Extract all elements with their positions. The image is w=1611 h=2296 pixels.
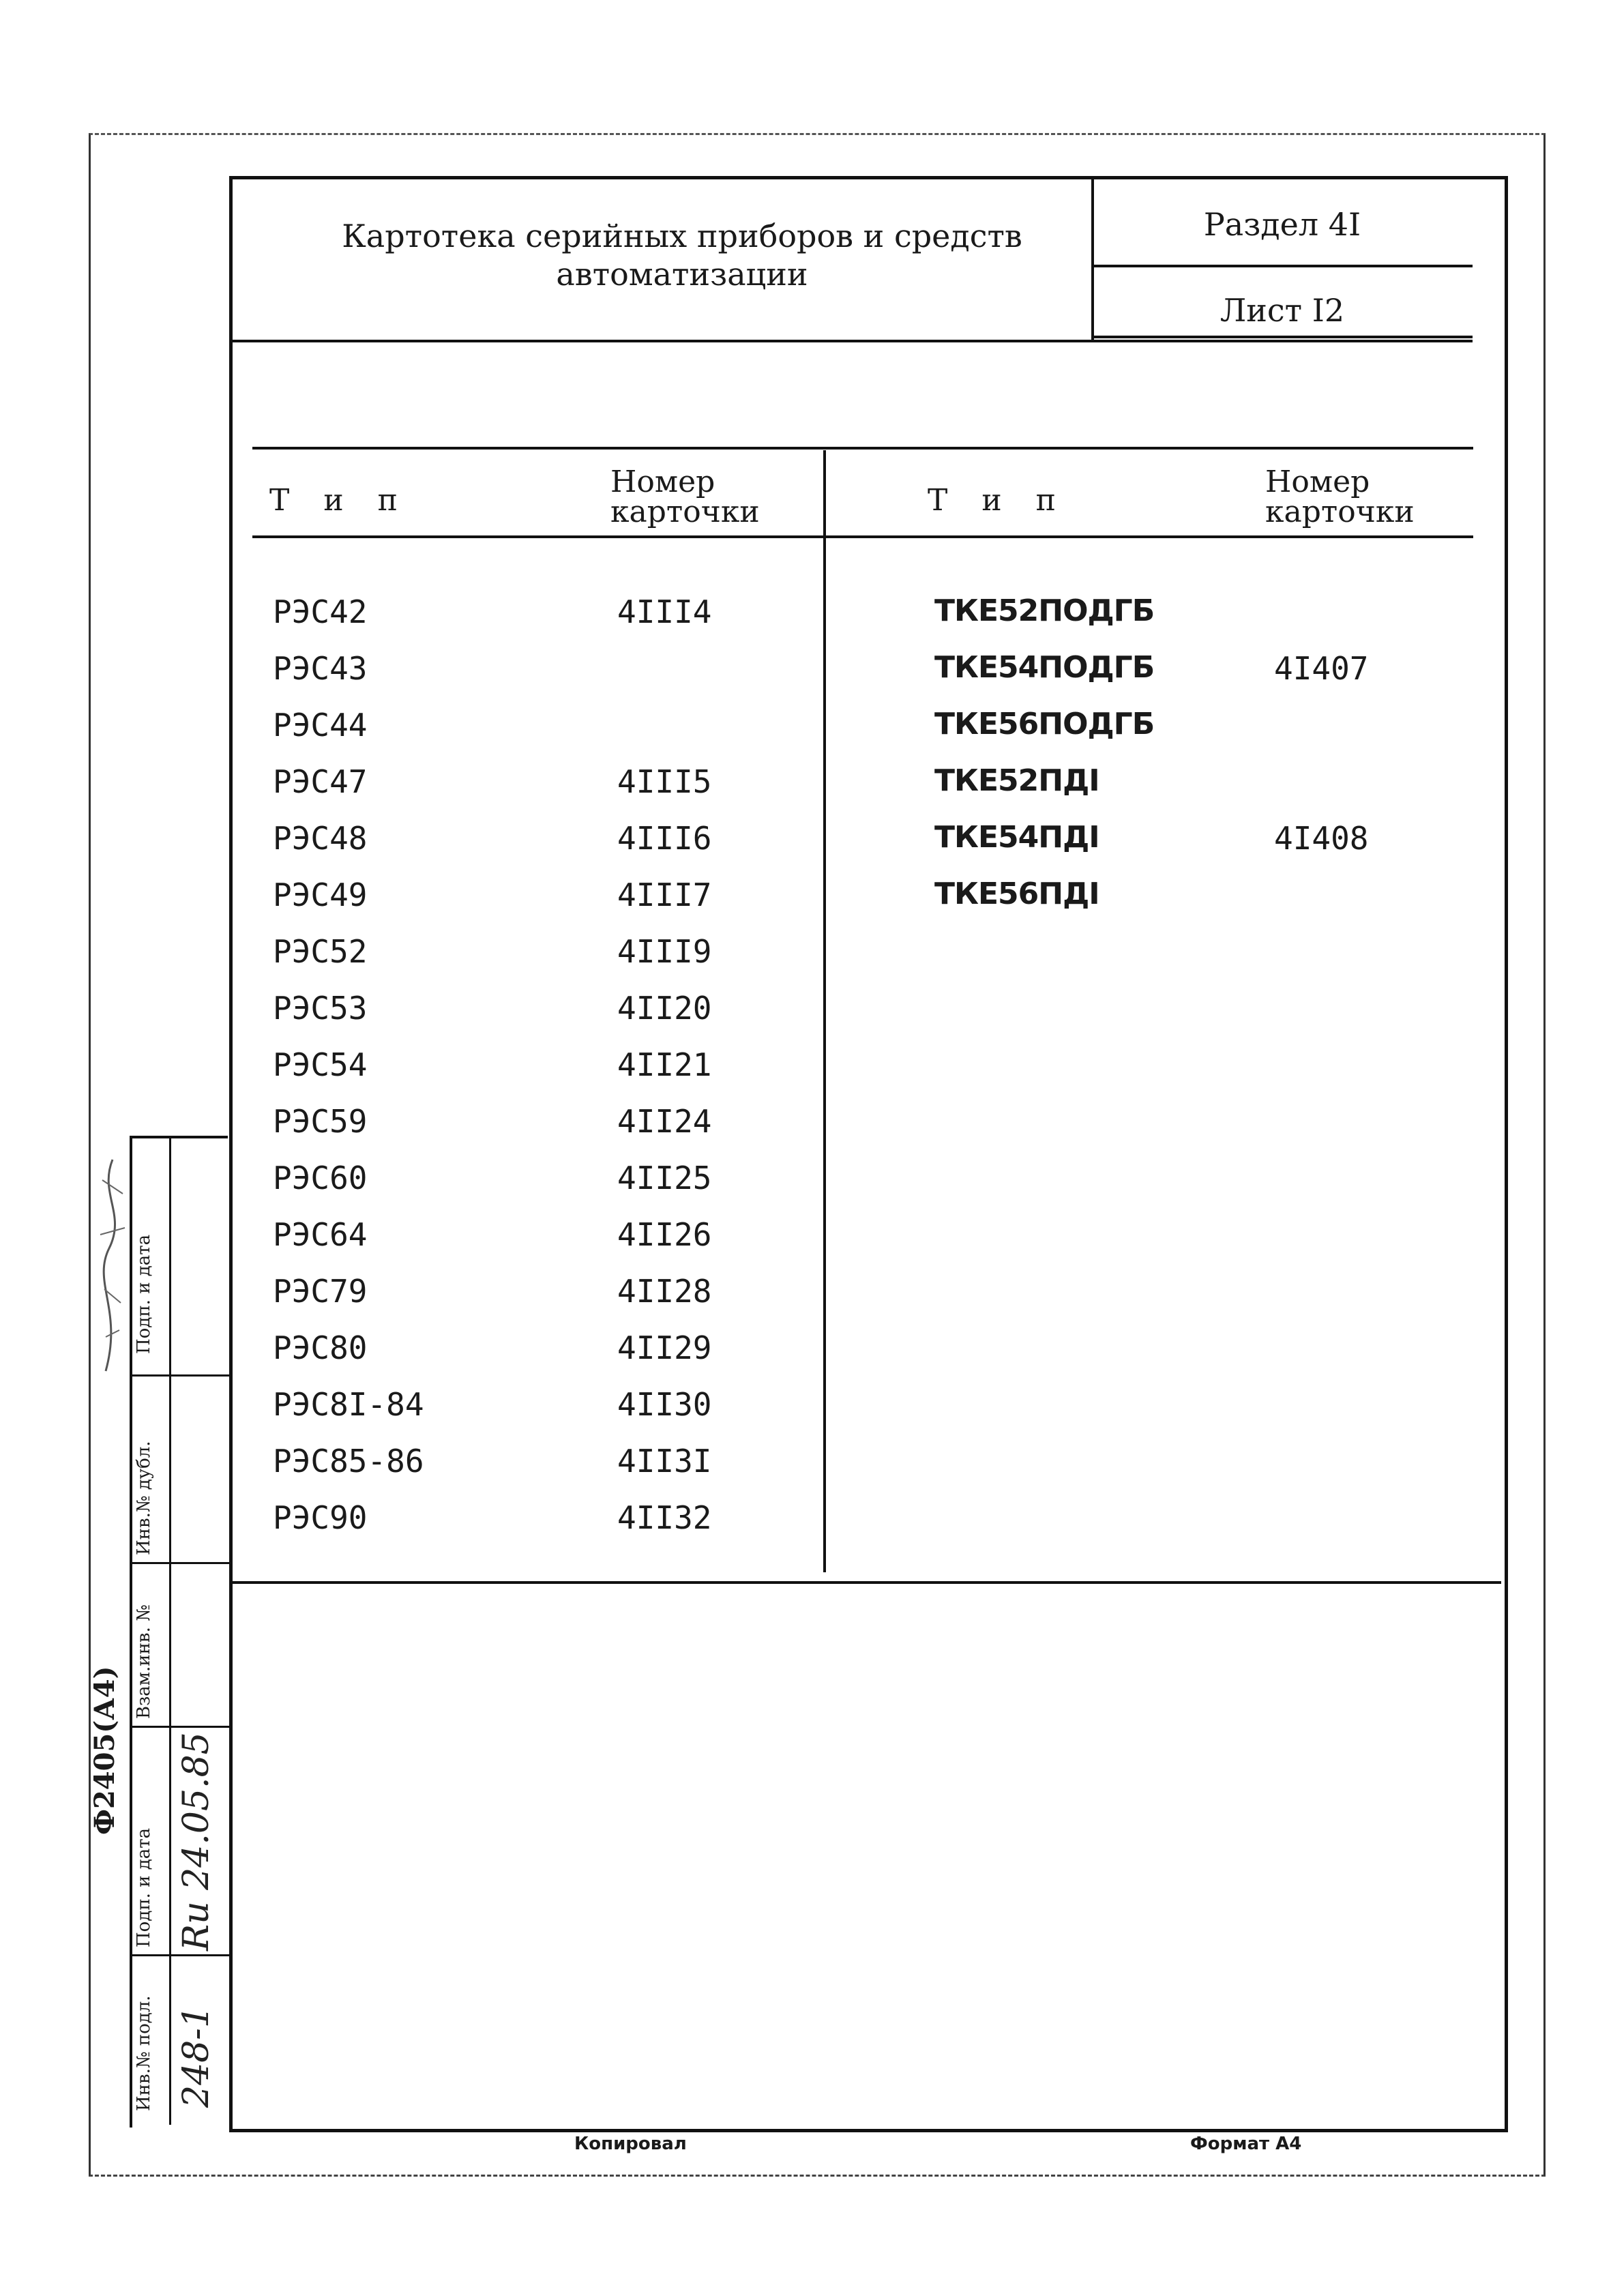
table-cell-type: РЭС52 [273,933,368,970]
footer-format: Формат А4 [1190,2134,1302,2154]
title-line-1: Картотека серийных приборов и средств [342,218,1022,254]
stamp-strip-divider [169,1136,171,2125]
table-cell-num: 4II20 [617,990,712,1027]
table-cell-type: ТКЕ56ПДI [934,877,1099,911]
section-label: Раздел 4I [1203,206,1361,243]
handwritten-signature-stamp [92,1153,133,1378]
table-cell-type: РЭС53 [273,990,368,1027]
table-cell-type: ТКЕ52ПОДГБ [934,593,1155,628]
table-cell-type: РЭС90 [273,1499,368,1536]
title-line-2: автоматизации [556,256,808,293]
table-cell-num: 4III4 [617,593,712,630]
table-cell-num: 4III6 [617,820,712,857]
stamp-label-podp-data: Подп. и дата [134,1234,154,1354]
table-cell-num: 4II25 [617,1160,712,1196]
stamp-label-podp-data: Подп. и дата [134,1827,154,1947]
table-cell-num: 4II32 [617,1499,712,1536]
handwritten-signature: Ru 24.05.85 [176,1732,217,1951]
table-cell-num: 4I407 [1274,650,1369,687]
table-cell-num: 4III5 [617,763,712,800]
table-cell-num: 4II21 [617,1046,712,1083]
stamp-label-inv-dubl: Инв.№ дубл. [134,1441,154,1555]
sheet-label: Лист I2 [1220,292,1345,329]
col-header-num-line2: карточки [1265,495,1415,529]
table-bottom-line [233,1581,1501,1584]
table-cell-num: 4III7 [617,877,712,913]
table-cell-type: РЭС42 [273,593,368,630]
table-cell-type: РЭС80 [273,1329,368,1366]
table-cell-type: РЭС60 [273,1160,368,1196]
table-cell-type: РЭС43 [273,650,368,687]
col-header-type-left: Т и п [269,483,410,518]
stamp-label-vzam-inv: Взам.инв. № [134,1604,154,1719]
table-top-line [252,447,1473,450]
table-cell-type: РЭС49 [273,877,368,913]
table-cell-num: 4III9 [617,933,712,970]
handwritten-inventory-number: 248-1 [176,2005,217,2108]
table-cell-type: ТКЕ56ПОДГБ [934,707,1155,741]
col-header-num-line2: карточки [610,495,760,529]
document-title [300,217,1064,293]
table-cell-type: РЭС47 [273,763,368,800]
table-cell-num: 4II28 [617,1273,712,1310]
table-cell-num: 4II26 [617,1216,712,1253]
col-header-num-right [1265,467,1415,527]
col-header-num-line1: Номер [1265,465,1370,499]
section-line [1094,265,1473,267]
footer-copied: Копировал [574,2134,687,2154]
table-cell-num: 4II3I [617,1443,712,1480]
table-cell-type: РЭС54 [273,1046,368,1083]
title-divider [1091,179,1094,340]
table-cell-type: ТКЕ54ПОДГБ [934,650,1155,685]
stamp-row-line [130,1374,229,1377]
title-bottom-line [233,340,1473,342]
table-cell-type: РЭС44 [273,707,368,744]
table-cell-type: РЭС64 [273,1216,368,1253]
table-cell-type: РЭС8I-84 [273,1386,424,1423]
stamp-row-line [130,1726,229,1728]
col-header-type-right: Т и п [928,483,1068,518]
table-cell-type: РЭС85-86 [273,1443,424,1480]
table-cell-num: 4II29 [617,1329,712,1366]
col-header-num-line1: Номер [610,465,715,499]
table-cell-num: 4I408 [1274,820,1369,857]
table-cell-type: ТКЕ54ПДI [934,820,1099,855]
table-center-divider [823,450,826,1572]
stamp-row-line [130,1562,229,1564]
table-cell-type: РЭС48 [273,820,368,857]
table-cell-num: 4II30 [617,1386,712,1423]
stamp-label-inv-podl: Инв.№ подл. [134,1995,154,2111]
form-code: Ф2405(А4) [89,1666,121,1835]
table-header-line [252,535,1473,538]
sheet-line [1094,336,1473,338]
table-cell-type: РЭС59 [273,1103,368,1140]
table-cell-num: 4II24 [617,1103,712,1140]
table-cell-type: РЭС79 [273,1273,368,1310]
col-header-num-left [610,467,760,527]
stamp-row-line [130,1954,229,1956]
table-cell-type: ТКЕ52ПДI [934,763,1099,798]
